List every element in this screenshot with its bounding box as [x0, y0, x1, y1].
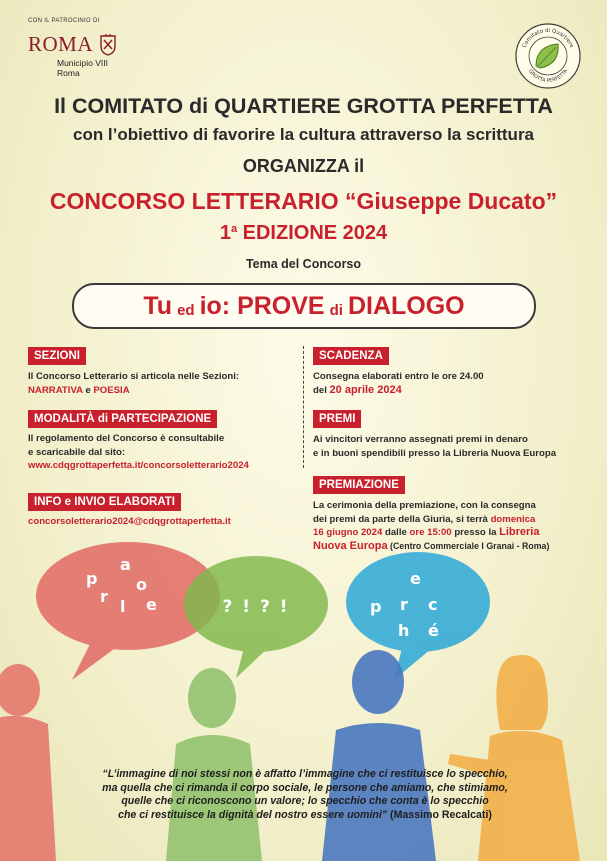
premiazione-line2 [313, 513, 549, 527]
bubble-question-marks: ? ! ? ! [222, 597, 290, 617]
cdq-logo-bottom-text: GROTTA PERFETTA [526, 68, 570, 85]
edition-number: 1 [219, 222, 231, 244]
scadenza-body [313, 370, 484, 397]
premi-body [313, 433, 556, 460]
bubble-letter-e: e [146, 595, 157, 614]
edition-year: EDIZIONE 2024 [237, 222, 388, 244]
roma-logo [28, 34, 117, 56]
premiazione-ore: ore 15:00 [409, 527, 452, 538]
theme-word-tu: Tu [143, 291, 173, 320]
title-contest: CONCORSO LETTERARIO “Giuseppe Ducato” [49, 188, 558, 214]
modalita-heading: MODALITÀ di PARTECIPAZIONE [28, 410, 217, 428]
bubble-letter-l: l [120, 597, 126, 616]
modalita-line2: e scaricabile dal sito: [28, 446, 126, 458]
quote-line2: ma quella che ci rimanda il corpo sociale, le persone che amiamo, che stimiamo, [102, 781, 508, 794]
bubble-letter-r: r [100, 587, 108, 606]
modalita-line1: Il regolamento del Concorso è consultabile [28, 433, 225, 444]
title-objective: con l’obiettivo di favorire la cultura attraverso la scrittura [72, 125, 535, 144]
section-info [28, 492, 231, 529]
quote-line1: “L’immagine di noi stessi non è affatto l’immagine che ci restituisce lo specchio, [102, 768, 508, 780]
municipio-block [57, 58, 108, 78]
premi-heading: PREMI [313, 410, 361, 428]
theme-word-ed: ed [177, 301, 195, 319]
premi-line2: e in buoni spendibili presso la Libreria Nuova Europa [313, 447, 557, 459]
premiazione-date: 16 giugno 2024 [313, 527, 383, 538]
sezioni-heading: SEZIONI [28, 347, 86, 365]
bubble-letter-e2: e [410, 569, 421, 588]
theme-word-io-prove: io: PROVE [199, 291, 325, 320]
bubble-letter-p: p [86, 569, 98, 588]
premiazione-dalle: dalle [382, 527, 410, 538]
quote-author: (Massimo Recalcati) [387, 808, 492, 821]
section-modalita [28, 409, 249, 473]
bubble-letter-a: a [120, 555, 131, 574]
theme-label: Tema del Concorso [245, 257, 362, 271]
modalita-body [28, 432, 249, 473]
roma-wordmark: ROMA [28, 32, 94, 56]
premiazione-domenica: domenica [490, 513, 536, 525]
bubble-letter-h: h [398, 621, 410, 640]
scadenza-date-line [313, 384, 484, 398]
bubble-letter-r2: r [400, 595, 408, 614]
roma-crest-icon [99, 34, 117, 56]
column-divider [303, 346, 304, 468]
premiazione-libreria: Libreria [499, 526, 540, 538]
premi-line1: Ai vincitori verranno assegnati premi in denaro [313, 434, 528, 445]
section-premi [313, 409, 556, 460]
info-body [28, 515, 231, 529]
premiazione-line3 [313, 526, 549, 540]
scadenza-date: 20 aprile 2024 [329, 383, 402, 396]
info-heading: INFO e INVIO ELABORATI [28, 493, 181, 511]
person-red-silhouette [0, 664, 56, 861]
theme-word-dialogo: DIALOGO [347, 291, 465, 320]
premiazione-nuova-europa: Nuova Europa [313, 539, 388, 552]
sezioni-conj: e [82, 384, 94, 396]
bubble-letter-p2: p [370, 597, 382, 616]
scadenza-line: Consegna elaborati entro le ore 24.00 [313, 371, 484, 382]
bubble-letter-c: c [428, 595, 438, 614]
section-sezioni [28, 346, 239, 397]
person-orange-silhouette [448, 655, 580, 861]
premiazione-heading: PREMIAZIONE [313, 476, 405, 494]
city-label: Roma [57, 68, 80, 78]
poesia-label: POESIA [93, 384, 130, 396]
theme-word-di: di [329, 301, 343, 319]
quote-line4-text: che ci restituisce la dignità del nostro essere uomini” [118, 808, 388, 821]
premiazione-presso: presso la [451, 527, 500, 538]
section-scadenza [313, 346, 484, 397]
narrativa-label: NARRATIVA [28, 384, 83, 396]
premiazione-line1: La cerimonia della premiazione, con la consegna [313, 500, 536, 511]
scadenza-del: del [313, 384, 330, 396]
cdq-logo-top-text: Comitato di Quartiere [521, 27, 575, 49]
info-email-link[interactable]: concorsoletterario2024@cdqgrottaperfetta.it [28, 516, 231, 527]
title-edition [0, 222, 607, 245]
scadenza-heading: SCADENZA [313, 347, 389, 365]
theme-box [72, 283, 536, 329]
quote-line3: quelle che ci riconoscono un valore; lo specchio che conta è lo specchio [121, 795, 489, 807]
sezioni-body [28, 370, 239, 397]
premiazione-line2-text: dei premi da parte della Giuria, si terrà [313, 513, 491, 525]
bubble-letter-e-accent: é [428, 621, 439, 640]
sezioni-types [28, 384, 239, 398]
person-green-silhouette [166, 668, 262, 861]
regolamento-link[interactable]: www.cdqgrottaperfetta.it/concorsoletterario2024 [28, 460, 249, 471]
speech-bubble-green [184, 556, 328, 678]
patrocinio-label: CON IL PATROCINIO DI [28, 18, 100, 24]
person-blue-silhouette [322, 650, 436, 861]
title-organizer: Il COMITATO di QUARTIERE GROTTA PERFETTA [54, 94, 553, 118]
municipio-label: Municipio VIII [57, 58, 109, 68]
sezioni-line: Il Concorso Letterario si articola nelle Sezioni: [28, 371, 240, 382]
quote-line4 [40, 809, 570, 823]
title-organizza: ORGANIZZA il [242, 156, 365, 176]
edition-superscript: a [230, 223, 238, 235]
premiazione-centro: (Centro Commerciale I Granai - Roma) [387, 540, 550, 551]
recalcati-quote [40, 768, 570, 822]
bubble-letter-o: o [136, 575, 147, 594]
cdq-logo [514, 22, 582, 90]
